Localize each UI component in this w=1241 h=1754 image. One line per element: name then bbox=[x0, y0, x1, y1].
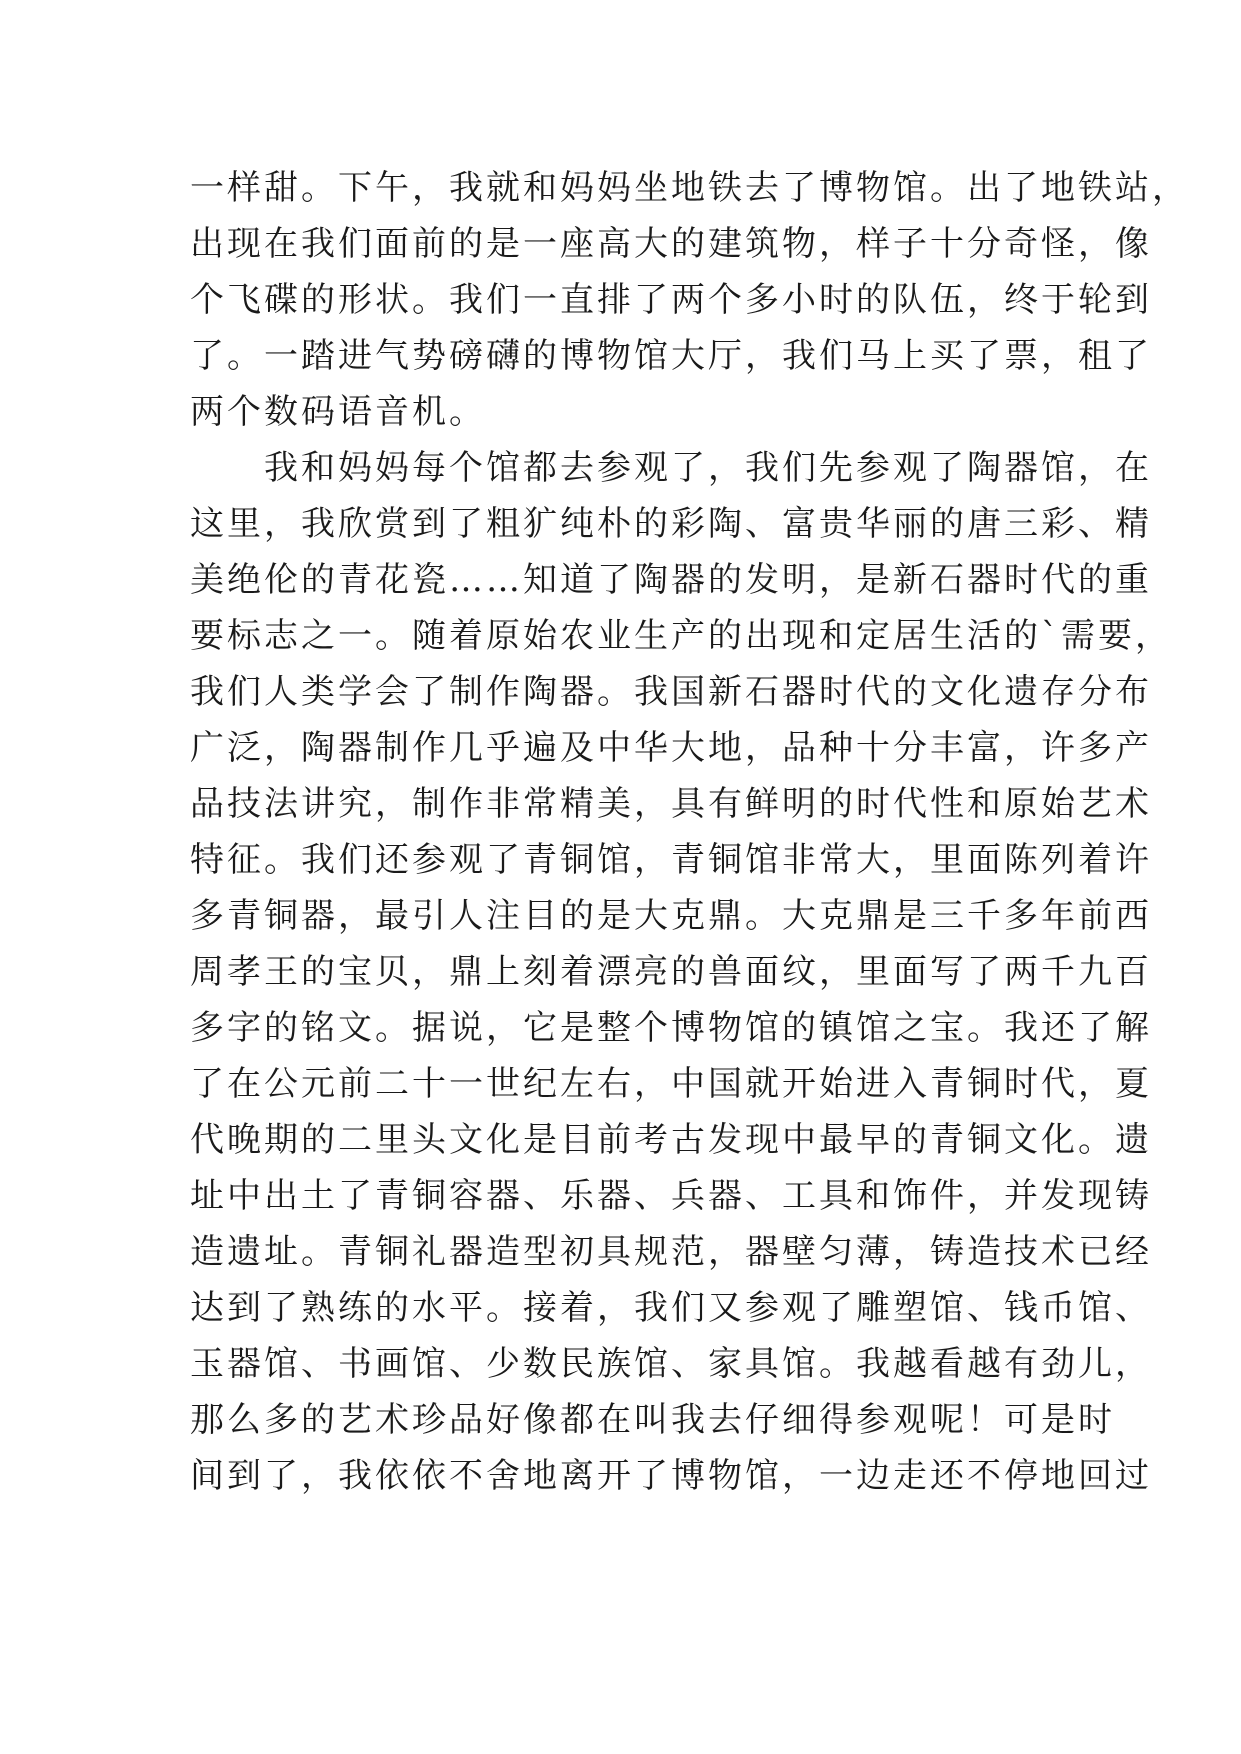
text-line: 一样甜。下午，我就和妈妈坐地铁去了博物馆。出了地铁站， bbox=[190, 168, 1189, 208]
text-line: 出现在我们面前的是一座高大的建筑物，样子十分奇怪，像 bbox=[190, 224, 1152, 264]
essay-text bbox=[190, 160, 1189, 1504]
text-line: 那么多的艺术珍品好像都在叫我去仔细得参观呢！可是时 bbox=[190, 1400, 1115, 1440]
text-line: 广泛，陶器制作几乎遍及中华大地，品种十分丰富，许多产 bbox=[190, 728, 1152, 768]
text-line: 两个数码语音机。 bbox=[190, 392, 486, 432]
text-line: 我和妈妈每个馆都去参观了，我们先参观了陶器馆，在 bbox=[190, 448, 1152, 488]
text-line: 代晚期的二里头文化是目前考古发现中最早的青铜文化。遗 bbox=[190, 1120, 1152, 1160]
text-line: 造遗址。青铜礼器造型初具规范，器壁匀薄，铸造技术已经 bbox=[190, 1232, 1152, 1272]
text-line: 要标志之一。随着原始农业生产的出现和定居生活的`需要， bbox=[190, 616, 1172, 656]
text-line: 这里，我欣赏到了粗犷纯朴的彩陶、富贵华丽的唐三彩、精 bbox=[190, 504, 1152, 544]
text-line: 玉器馆、书画馆、少数民族馆、家具馆。我越看越有劲儿， bbox=[190, 1344, 1152, 1384]
text-line: 我们人类学会了制作陶器。我国新石器时代的文化遗存分布 bbox=[190, 672, 1152, 712]
text-line: 多青铜器，最引人注目的是大克鼎。大克鼎是三千多年前西 bbox=[190, 896, 1152, 936]
text-line: 了。一踏进气势磅礴的博物馆大厅，我们马上买了票，租了 bbox=[190, 336, 1152, 376]
text-line: 达到了熟练的水平。接着，我们又参观了雕塑馆、钱币馆、 bbox=[190, 1288, 1152, 1328]
text-line: 间到了，我依依不舍地离开了博物馆，一边走还不停地回过 bbox=[190, 1456, 1152, 1496]
text-line: 多字的铭文。据说，它是整个博物馆的镇馆之宝。我还了解 bbox=[190, 1008, 1152, 1048]
text-line: 个飞碟的形状。我们一直排了两个多小时的队伍，终于轮到 bbox=[190, 280, 1152, 320]
text-line: 址中出土了青铜容器、乐器、兵器、工具和饰件，并发现铸 bbox=[190, 1176, 1152, 1216]
text-line: 周孝王的宝贝，鼎上刻着漂亮的兽面纹，里面写了两千九百 bbox=[190, 952, 1152, 992]
text-line: 了在公元前二十一世纪左右，中国就开始进入青铜时代，夏 bbox=[190, 1064, 1152, 1104]
text-line: 美绝伦的青花瓷……知道了陶器的发明，是新石器时代的重 bbox=[190, 560, 1152, 600]
text-line: 特征。我们还参观了青铜馆，青铜馆非常大，里面陈列着许 bbox=[190, 840, 1152, 880]
text-line: 品技法讲究，制作非常精美，具有鲜明的时代性和原始艺术 bbox=[190, 784, 1152, 824]
